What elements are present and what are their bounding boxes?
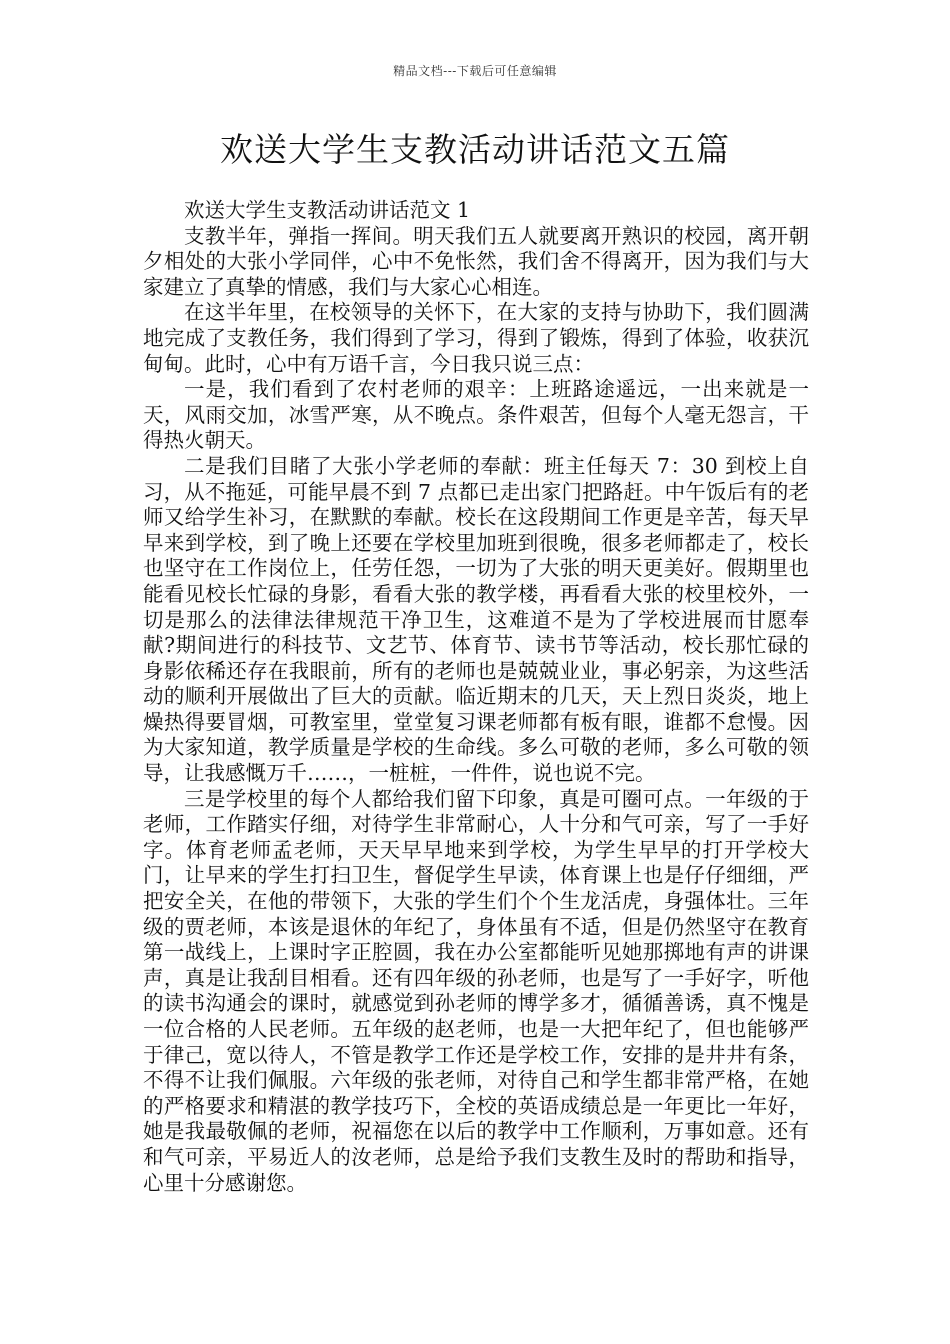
paragraph: 二是我们目睹了大张小学老师的奉献：班主任每天 7：30 到校上自习，从不拖延，可能早晨不到 7 点都已走出家门把路赶。中午饭后有的老师又给学生补习，在默默的奉献。校长在这段期间工作更是辛苦，每天早早来到学校，到了晚上还要在学校里加班到很晚，很多老师都走了，校长也坚守在工作岗位上，任劳任怨，一切为了大张的明天更美好。假期里也能看见校长忙碌的身影，看看大张的教学楼，再看看大张的校里校外，一切是那么的法律法律规范干净卫生，这难道不是为了学校进展而甘愿奉献?期间进行的科技节、文艺节、体育节、读书节等活动，校长那忙碌的身影依稀还存在我眼前，所有的老师也是兢兢业业，事必躬亲，为这些活动的顺利开展做出了巨大的贡献。临近期末的几天，天上烈日炎炎，地上燥热得要冒烟，可教室里，堂堂复习课老师都有板有眼，谁都不怠慢。因为大家知道，教学质量是学校的生命线。多么可敬的老师，多么可敬的领导，让我感慨万千……，一桩桩，一件件，说也说不完。: [143, 453, 809, 786]
section-heading: 欢送大学生支教活动讲话范文 1: [184, 198, 471, 222]
paragraph: 三是学校里的每个人都给我们留下印象，真是可圈可点。一年级的于老师，工作踏实仔细，对待学生非常耐心，人十分和气可亲，写了一手好字。体育老师孟老师，天天早早地来到学校，为学生早早的打开学校大门，让早来的学生打扫卫生，督促学生早读，体育课上也是仔仔细细，严把安全关，在他的带领下，大张的学生们个个生龙活虎，身强体壮。三年级的贾老师，本该是退休的年纪了，身体虽有不适，但是仍然坚守在教育第一战线上，上课时字正腔圆，我在办公室都能听见她那掷地有声的讲课声，真是让我刮目相看。还有四年级的孙老师，也是写了一手好字，听他的读书沟通会的课时，就感觉到孙老师的博学多才，循循善诱，真不愧是一位合格的人民老师。五年级的赵老师，也是一大把年纪了，但也能够严于律己，宽以待人，不管是教学工作还是学校工作，安排的是井井有条，不得不让我们佩服。六年级的张老师，对待自己和学生都非常严格，在她的严格要求和精湛的教学技巧下，全校的英语成绩总是一年更比一年好，她是我最敬佩的老师，祝福您在以后的教学中工作顺利，万事如意。还有和气可亲，平易近人的汝老师，总是给予我们支教生及时的帮助和指导，心里十分感谢您。: [143, 786, 809, 1195]
paragraph: 一是，我们看到了农村老师的艰辛：上班路途遥远，一出来就是一天，风雨交加，冰雪严寒，从不晚点。条件艰苦，但每个人毫无怨言，干得热火朝天。: [143, 377, 809, 453]
header-note: 精品文档---下载后可任意编辑: [393, 64, 557, 78]
document-title: 欢送大学生支教活动讲话范文五篇: [220, 130, 730, 169]
document-body: [143, 198, 809, 1196]
paragraph: 支教半年，弹指一挥间。明天我们五人就要离开熟识的校园，离开朝夕相处的大张小学同伴，心中不免怅然，我们舍不得离开，因为我们与大家建立了真挚的情感，我们与大家心心相连。: [143, 223, 809, 299]
paragraph: 在这半年里，在校领导的关怀下，在大家的支持与协助下，我们圆满地完成了支教任务，我们得到了学习，得到了锻炼，得到了体验，收获沉甸甸。此时，心中有万语千言，今日我只说三点：: [143, 300, 809, 376]
